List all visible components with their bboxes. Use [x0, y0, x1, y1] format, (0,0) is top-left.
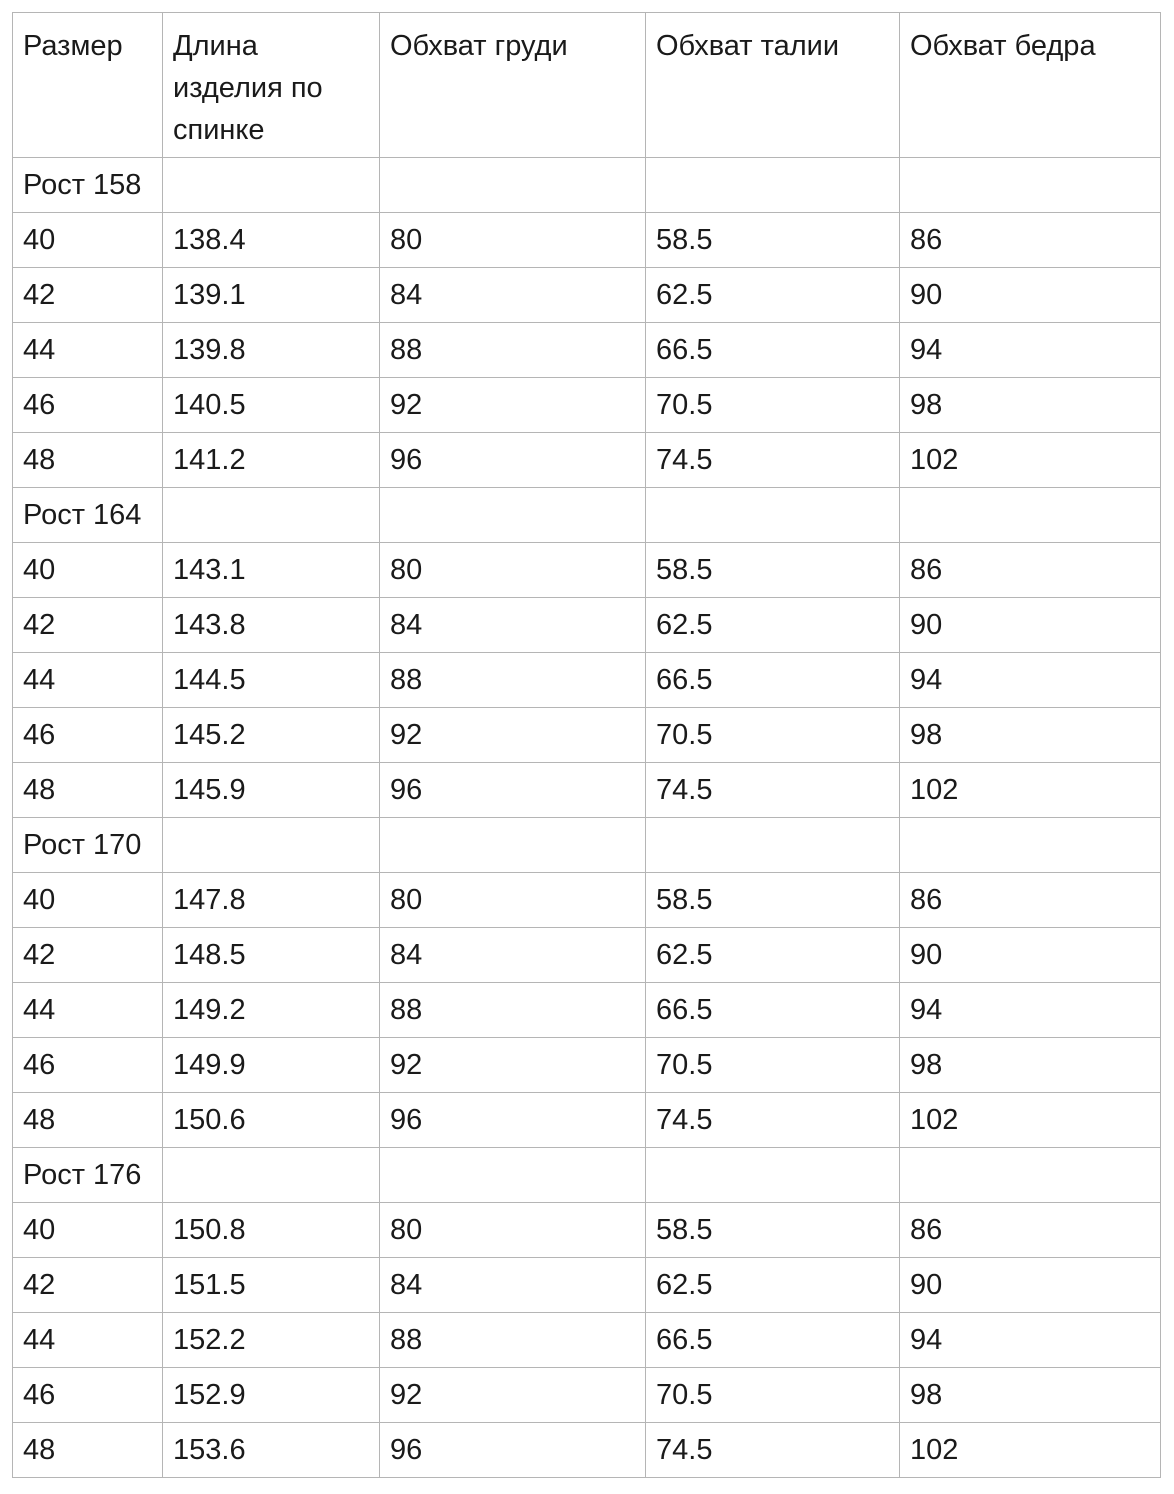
cell-size: 40 [13, 873, 163, 928]
cell-hips: 86 [900, 873, 1161, 928]
cell-hips: 98 [900, 708, 1161, 763]
table-row [13, 928, 1161, 983]
cell-size: 46 [13, 1368, 163, 1423]
table-row [13, 378, 1161, 433]
cell-size: 44 [13, 323, 163, 378]
header-row [13, 13, 1161, 158]
cell-back-length: 144.5 [163, 653, 380, 708]
table-row [13, 653, 1161, 708]
cell-size: 44 [13, 653, 163, 708]
table-row [13, 543, 1161, 598]
cell-waist: 66.5 [646, 653, 900, 708]
cell-size: 46 [13, 378, 163, 433]
cell-back-length: 143.1 [163, 543, 380, 598]
cell-back-length: 139.8 [163, 323, 380, 378]
table-row [13, 268, 1161, 323]
cell-chest: 80 [380, 1203, 646, 1258]
cell-hips: 102 [900, 763, 1161, 818]
cell-hips: 94 [900, 323, 1161, 378]
header-waist-label: Обхват талии [656, 30, 840, 62]
cell-chest: 96 [380, 1423, 646, 1478]
cell-chest: 88 [380, 1313, 646, 1368]
empty-cell [163, 818, 380, 873]
cell-waist: 74.5 [646, 1423, 900, 1478]
cell-waist: 62.5 [646, 928, 900, 983]
cell-chest: 88 [380, 653, 646, 708]
cell-chest: 96 [380, 763, 646, 818]
table-row [13, 1093, 1161, 1148]
cell-size: 42 [13, 928, 163, 983]
empty-cell [646, 488, 900, 543]
empty-cell [646, 158, 900, 213]
header-chest [380, 13, 646, 158]
height-group-row [13, 818, 1161, 873]
table-row [13, 763, 1161, 818]
cell-hips: 94 [900, 1313, 1161, 1368]
empty-cell [646, 818, 900, 873]
header-back-length-label: Длина изделия по спинке [173, 30, 323, 146]
cell-waist: 66.5 [646, 323, 900, 378]
cell-hips: 94 [900, 653, 1161, 708]
cell-chest: 80 [380, 213, 646, 268]
cell-waist: 70.5 [646, 708, 900, 763]
cell-size: 40 [13, 213, 163, 268]
size-chart-table [12, 12, 1161, 1478]
cell-hips: 98 [900, 1368, 1161, 1423]
cell-back-length: 141.2 [163, 433, 380, 488]
cell-size: 40 [13, 543, 163, 598]
table-row [13, 873, 1161, 928]
table-row [13, 323, 1161, 378]
table-row [13, 1038, 1161, 1093]
height-group-row [13, 158, 1161, 213]
empty-cell [380, 1148, 646, 1203]
cell-chest: 84 [380, 928, 646, 983]
table-row [13, 708, 1161, 763]
cell-chest: 84 [380, 268, 646, 323]
cell-back-length: 150.8 [163, 1203, 380, 1258]
cell-waist: 70.5 [646, 1038, 900, 1093]
cell-size: 42 [13, 598, 163, 653]
cell-back-length: 151.5 [163, 1258, 380, 1313]
size-chart-body [13, 13, 1161, 1478]
cell-chest: 96 [380, 433, 646, 488]
empty-cell [900, 488, 1161, 543]
cell-size: 48 [13, 1093, 163, 1148]
cell-waist: 70.5 [646, 1368, 900, 1423]
table-row [13, 598, 1161, 653]
table-row [13, 1313, 1161, 1368]
cell-hips: 86 [900, 1203, 1161, 1258]
cell-hips: 86 [900, 543, 1161, 598]
cell-size: 44 [13, 1313, 163, 1368]
height-group-label: Рост 170 [13, 818, 163, 873]
cell-waist: 62.5 [646, 1258, 900, 1313]
empty-cell [380, 158, 646, 213]
header-hips [900, 13, 1161, 158]
empty-cell [900, 818, 1161, 873]
cell-back-length: 145.9 [163, 763, 380, 818]
cell-back-length: 148.5 [163, 928, 380, 983]
cell-back-length: 147.8 [163, 873, 380, 928]
height-group-row [13, 1148, 1161, 1203]
cell-waist: 58.5 [646, 543, 900, 598]
cell-waist: 58.5 [646, 213, 900, 268]
cell-size: 44 [13, 983, 163, 1038]
cell-hips: 90 [900, 268, 1161, 323]
cell-chest: 80 [380, 873, 646, 928]
height-group-label: Рост 164 [13, 488, 163, 543]
cell-hips: 86 [900, 213, 1161, 268]
cell-back-length: 152.9 [163, 1368, 380, 1423]
cell-hips: 94 [900, 983, 1161, 1038]
header-size [13, 13, 163, 158]
cell-chest: 92 [380, 378, 646, 433]
cell-chest: 84 [380, 1258, 646, 1313]
cell-hips: 102 [900, 433, 1161, 488]
cell-size: 48 [13, 1423, 163, 1478]
cell-size: 40 [13, 1203, 163, 1258]
cell-chest: 92 [380, 1368, 646, 1423]
cell-hips: 98 [900, 378, 1161, 433]
cell-back-length: 145.2 [163, 708, 380, 763]
cell-chest: 88 [380, 983, 646, 1038]
header-hips-label: Обхват бедра [910, 30, 1096, 62]
cell-back-length: 149.2 [163, 983, 380, 1038]
empty-cell [163, 1148, 380, 1203]
header-waist [646, 13, 900, 158]
table-row [13, 983, 1161, 1038]
cell-hips: 102 [900, 1423, 1161, 1478]
cell-hips: 90 [900, 598, 1161, 653]
cell-back-length: 143.8 [163, 598, 380, 653]
cell-back-length: 150.6 [163, 1093, 380, 1148]
cell-hips: 90 [900, 928, 1161, 983]
cell-waist: 66.5 [646, 1313, 900, 1368]
empty-cell [646, 1148, 900, 1203]
empty-cell [900, 158, 1161, 213]
cell-waist: 66.5 [646, 983, 900, 1038]
cell-waist: 74.5 [646, 433, 900, 488]
table-row [13, 213, 1161, 268]
cell-chest: 92 [380, 1038, 646, 1093]
empty-cell [380, 488, 646, 543]
cell-size: 48 [13, 763, 163, 818]
cell-back-length: 139.1 [163, 268, 380, 323]
cell-waist: 62.5 [646, 268, 900, 323]
empty-cell [163, 158, 380, 213]
cell-size: 46 [13, 1038, 163, 1093]
cell-waist: 58.5 [646, 1203, 900, 1258]
cell-hips: 102 [900, 1093, 1161, 1148]
table-row [13, 1203, 1161, 1258]
cell-hips: 98 [900, 1038, 1161, 1093]
cell-waist: 58.5 [646, 873, 900, 928]
cell-waist: 70.5 [646, 378, 900, 433]
table-row [13, 433, 1161, 488]
cell-chest: 92 [380, 708, 646, 763]
cell-chest: 80 [380, 543, 646, 598]
table-row [13, 1423, 1161, 1478]
header-back-length [163, 13, 380, 158]
cell-size: 42 [13, 1258, 163, 1313]
table-row [13, 1368, 1161, 1423]
cell-chest: 88 [380, 323, 646, 378]
cell-hips: 90 [900, 1258, 1161, 1313]
header-chest-label: Обхват груди [390, 30, 568, 62]
height-group-label: Рост 176 [13, 1148, 163, 1203]
cell-waist: 62.5 [646, 598, 900, 653]
empty-cell [900, 1148, 1161, 1203]
header-size-label: Размер [23, 30, 123, 62]
cell-back-length: 140.5 [163, 378, 380, 433]
cell-waist: 74.5 [646, 763, 900, 818]
height-group-row [13, 488, 1161, 543]
cell-size: 46 [13, 708, 163, 763]
cell-back-length: 153.6 [163, 1423, 380, 1478]
cell-back-length: 138.4 [163, 213, 380, 268]
empty-cell [380, 818, 646, 873]
empty-cell [163, 488, 380, 543]
cell-waist: 74.5 [646, 1093, 900, 1148]
cell-back-length: 149.9 [163, 1038, 380, 1093]
cell-size: 42 [13, 268, 163, 323]
cell-size: 48 [13, 433, 163, 488]
cell-chest: 96 [380, 1093, 646, 1148]
cell-back-length: 152.2 [163, 1313, 380, 1368]
table-row [13, 1258, 1161, 1313]
height-group-label: Рост 158 [13, 158, 163, 213]
cell-chest: 84 [380, 598, 646, 653]
